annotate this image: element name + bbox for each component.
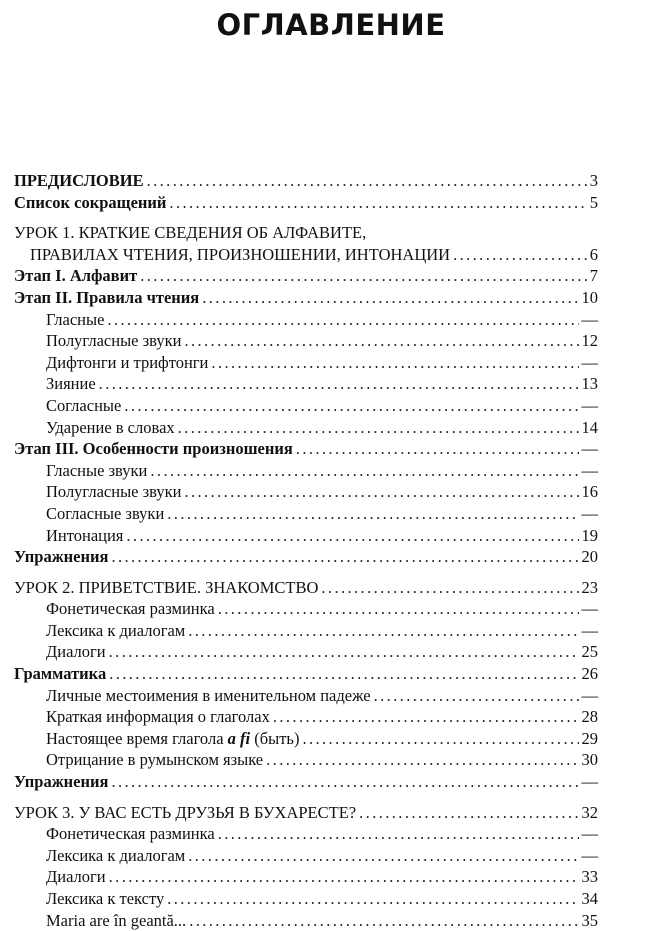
toc-entry[interactable]: [14, 265, 598, 287]
toc-entry-page: 6: [589, 244, 598, 264]
toc-leader-dots: [453, 244, 587, 266]
toc-entry-label: Диалоги: [46, 867, 106, 887]
toc-entry-label: Личные местоимения в именительном падеже: [46, 685, 371, 705]
toc-leader-dots: [111, 546, 578, 568]
toc-entry[interactable]: [14, 771, 598, 793]
toc-leader-dots: [178, 417, 579, 439]
toc-leader-dots: [273, 706, 579, 728]
toc-entry[interactable]: [14, 192, 598, 214]
toc-entry-page: —: [581, 352, 598, 372]
toc-entry[interactable]: [14, 641, 598, 663]
toc-entry-label: Отрицание в румынском языке: [46, 750, 264, 770]
toc-entry-page: —: [581, 772, 598, 792]
toc-entry-page: —: [581, 824, 598, 844]
toc-leader-dots: [188, 620, 578, 642]
toc-entry-page: 13: [581, 374, 598, 394]
toc-entry-label: Лексика к диалогам: [46, 845, 186, 865]
toc-entry[interactable]: [14, 417, 598, 439]
toc-entry-label: Фонетическая разминка: [46, 824, 215, 844]
page-title: ОГЛАВЛЕНИЕ: [216, 8, 446, 42]
toc-entry-page: 23: [581, 577, 598, 597]
toc-entry[interactable]: [14, 373, 598, 395]
toc-entry-page: 7: [589, 266, 598, 286]
toc-leader-dots: [140, 265, 587, 287]
toc-entry-label: Полугласные звуки: [46, 482, 182, 502]
toc-entry[interactable]: [14, 352, 598, 374]
toc-leader-dots: [167, 888, 578, 910]
toc-entry-page: 28: [581, 707, 598, 727]
toc-entry-page: 20: [581, 547, 598, 567]
toc-entry-page: 10: [581, 287, 598, 307]
toc-leader-dots: [109, 663, 578, 685]
toc-entry-page: —: [581, 845, 598, 865]
toc-entry-label: Согласные: [46, 395, 122, 415]
toc-entry-label: Упражнения: [14, 772, 109, 792]
toc-entry-page: 35: [581, 910, 598, 930]
toc-entry-label: Maria are în geantă...: [46, 910, 187, 930]
toc-entry-label: УРОК 2. ПРИВЕТСТВИЕ. ЗНАКОМСТВО: [14, 577, 319, 597]
toc-entry[interactable]: [14, 706, 598, 728]
toc-entry-label: Интонация: [46, 525, 124, 545]
toc-entry[interactable]: [14, 845, 598, 867]
toc-entry[interactable]: [14, 309, 598, 331]
toc-leader-dots: [150, 460, 578, 482]
toc-entry[interactable]: [14, 244, 598, 266]
toc-entry-page: —: [581, 395, 598, 415]
toc-entry-label: Гласные: [46, 309, 105, 329]
toc-entry[interactable]: [14, 546, 598, 568]
toc-entry-label: УРОК 3. У ВАС ЕСТЬ ДРУЗЬЯ В БУХАРЕСТЕ?: [14, 802, 357, 822]
toc-leader-dots: [169, 192, 586, 214]
toc-leader-dots: [188, 845, 578, 867]
toc-leader-dots: [124, 395, 578, 417]
toc-entry-label: Дифтонги и трифтонги: [46, 352, 209, 372]
toc-entry[interactable]: [14, 481, 598, 503]
toc-entry-label: Этап II. Правила чтения: [14, 287, 200, 307]
toc-entry[interactable]: [14, 287, 598, 309]
toc-entry[interactable]: [14, 823, 598, 845]
toc-entry[interactable]: [14, 577, 598, 599]
toc-leader-dots: [302, 728, 578, 750]
toc-entry-label: Лексика к тексту: [46, 889, 165, 908]
toc-entry[interactable]: [14, 460, 598, 482]
toc-leader-dots: [202, 287, 578, 309]
toc-entry-page: 19: [581, 525, 598, 545]
toc-leader-dots: [184, 330, 578, 352]
toc-entry[interactable]: [14, 170, 598, 192]
toc-leader-dots: [126, 525, 578, 547]
toc-entry-label: ПРЕДИСЛОВИЕ: [14, 171, 144, 190]
toc-entry[interactable]: [14, 503, 598, 525]
toc-entry-page: 33: [581, 867, 598, 887]
toc-entry[interactable]: [14, 395, 598, 417]
toc-entry-page: —: [581, 620, 598, 640]
toc-entry-page: —: [581, 599, 598, 619]
toc-leader-dots: [111, 771, 578, 793]
toc-entry[interactable]: [14, 910, 598, 931]
toc-entry-label: Диалоги: [46, 642, 106, 662]
toc-entry[interactable]: [14, 222, 598, 244]
toc-leader-dots: [321, 577, 578, 599]
toc-leader-dots: [359, 802, 578, 824]
toc-entry-label: Настоящее время глагола a fi (быть): [46, 728, 300, 748]
toc-leader-dots: [109, 866, 579, 888]
toc-entry-label: Ударение в словах: [46, 417, 175, 437]
toc-entry-page: 25: [581, 642, 598, 662]
toc-entry-label: Гласные звуки: [46, 460, 148, 480]
toc-entry-page: 12: [581, 331, 598, 351]
toc-leader-dots: [99, 373, 579, 395]
toc-entry-page: 14: [581, 417, 598, 437]
toc-entry-page: —: [581, 503, 598, 523]
toc-entry-page: 29: [581, 728, 598, 748]
toc-entry[interactable]: [14, 802, 598, 824]
toc-entry[interactable]: [14, 663, 598, 685]
toc-entry-page: —: [581, 309, 598, 329]
toc-entry-label: Зияние: [46, 374, 96, 394]
toc-entry[interactable]: [14, 620, 598, 642]
toc-entry-page: —: [581, 460, 598, 480]
toc-leader-dots: [211, 352, 578, 374]
toc-entry[interactable]: [14, 728, 598, 750]
toc-entry-label: Согласные звуки: [46, 503, 165, 523]
toc-entry-page: 30: [581, 750, 598, 770]
toc-leader-dots: [218, 598, 579, 620]
toc-entry[interactable]: [14, 598, 598, 620]
toc-entry-page: —: [581, 439, 598, 459]
toc-entry[interactable]: [14, 866, 598, 888]
toc-leader-dots: [296, 438, 579, 460]
toc-entry-label: Список сокращений: [14, 192, 167, 212]
toc-entry-page: 16: [581, 482, 598, 502]
toc-entry-page: 34: [581, 889, 598, 908]
toc-leader-dots: [218, 823, 579, 845]
toc-entry[interactable]: [14, 438, 598, 460]
toc-entry-page: 5: [589, 192, 598, 212]
toc-leader-dots: [184, 481, 578, 503]
toc-leader-dots: [107, 309, 578, 331]
toc-leader-dots: [266, 749, 578, 771]
toc-leader-dots: [109, 641, 579, 663]
toc-entry-label: Лексика к диалогам: [46, 620, 186, 640]
toc-entry-page: 26: [581, 664, 598, 684]
toc-entry[interactable]: [14, 525, 598, 547]
table-of-contents: [14, 170, 598, 931]
toc-entry-label: Краткая информация о глаголах: [46, 707, 270, 727]
toc-leader-dots: [167, 503, 578, 525]
toc-entry[interactable]: [14, 685, 598, 707]
toc-entry-label: Фонетическая разминка: [46, 599, 215, 619]
toc-entry[interactable]: [14, 330, 598, 352]
toc-entry-label: Упражнения: [14, 547, 109, 567]
toc-entry-label: Этап I. Алфавит: [14, 266, 138, 286]
toc-entry-label: Грамматика: [14, 664, 107, 684]
toc-leader-dots: [147, 170, 587, 192]
toc-entry-page: 3: [589, 171, 598, 190]
toc-leader-dots: [189, 910, 578, 931]
toc-entry-label: УРОК 1. КРАТКИЕ СВЕДЕНИЯ ОБ АЛФАВИТЕ,: [14, 223, 367, 243]
toc-entry-label: ПРАВИЛАХ ЧТЕНИЯ, ПРОИЗНОШЕНИИ, ИНТОНАЦИИ: [30, 244, 451, 264]
toc-entry-label: Этап III. Особенности произношения: [14, 439, 293, 459]
toc-entry-label: Полугласные звуки: [46, 331, 182, 351]
toc-entry-page: 32: [581, 802, 598, 822]
toc-entry[interactable]: [14, 749, 598, 771]
toc-leader-dots: [374, 685, 579, 707]
toc-entry[interactable]: [14, 888, 598, 910]
toc-entry-page: —: [581, 685, 598, 705]
